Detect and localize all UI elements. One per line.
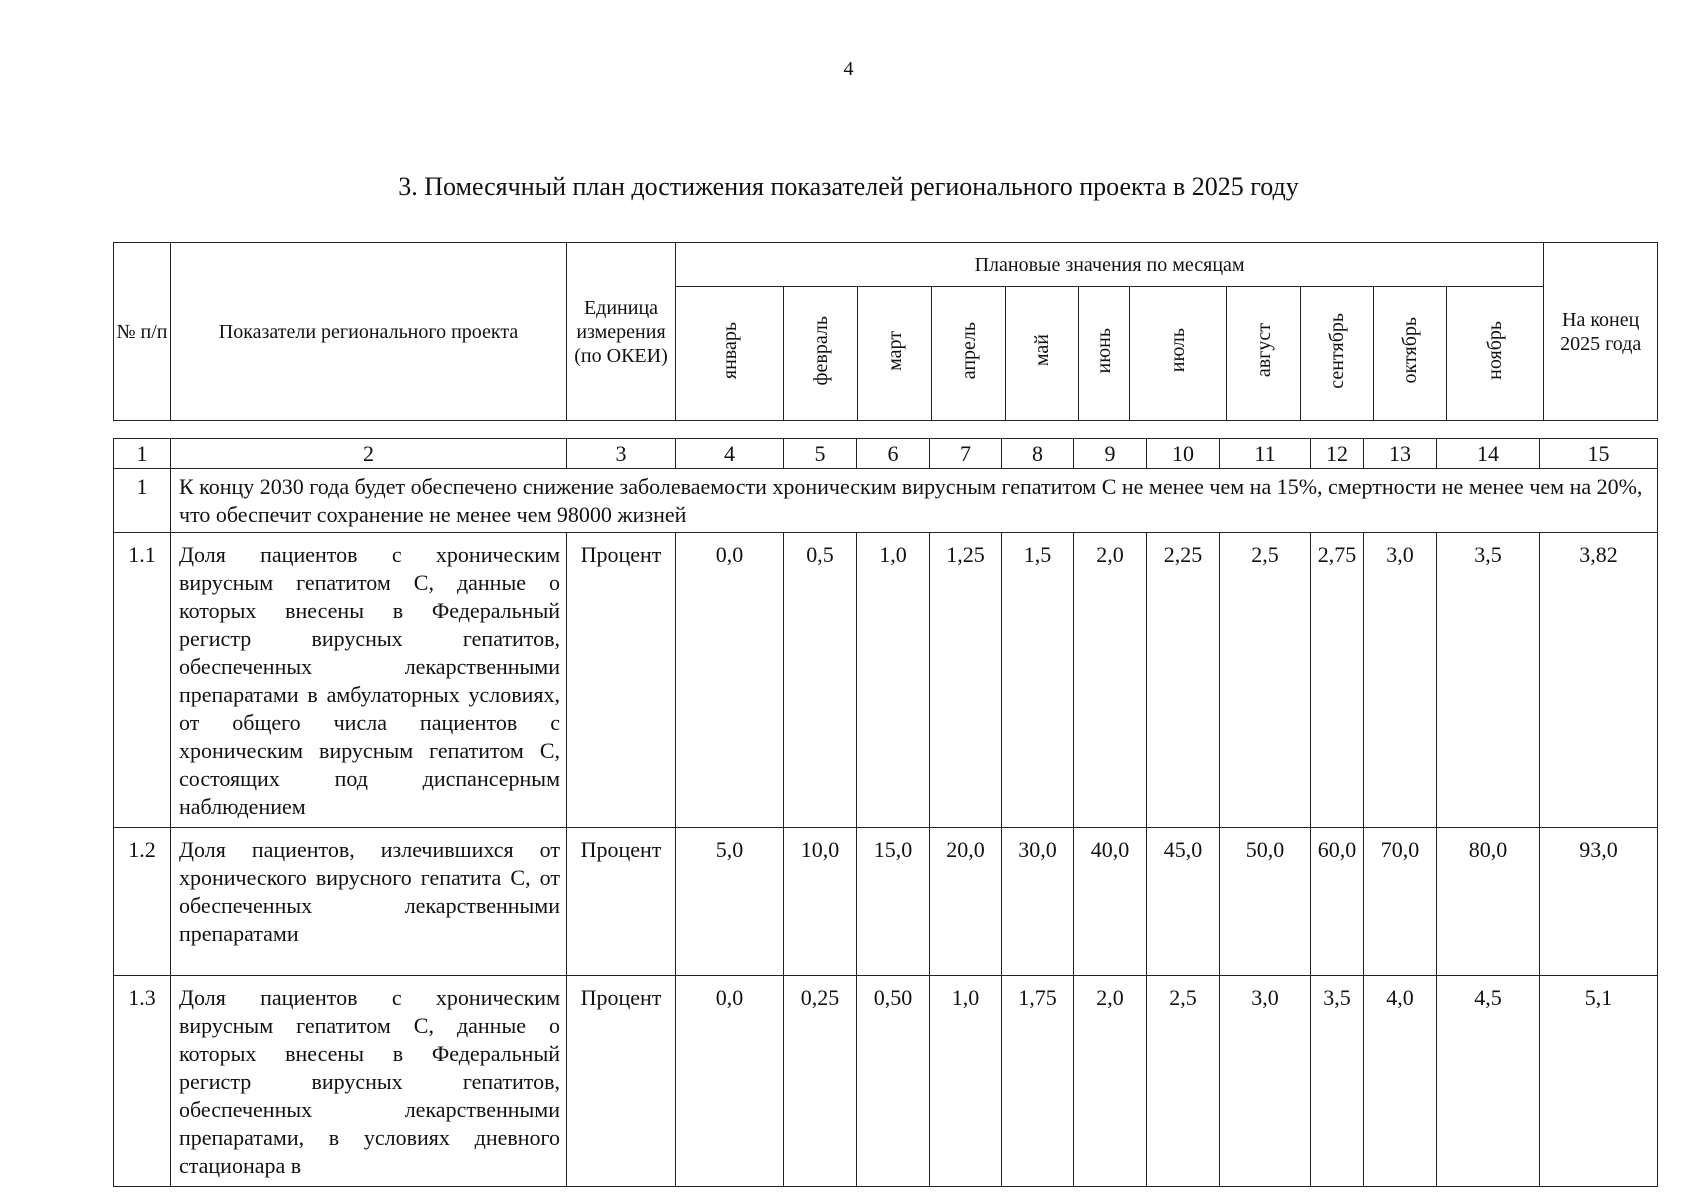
header-num: № п/п bbox=[114, 243, 171, 421]
row-value-nov: 4,5 bbox=[1437, 976, 1540, 1187]
column-number: 6 bbox=[857, 439, 930, 469]
row-value-jul: 2,5 bbox=[1147, 976, 1220, 1187]
row-value-apr: 1,25 bbox=[930, 533, 1002, 828]
row-value-jan: 5,0 bbox=[676, 828, 784, 976]
goal-row bbox=[114, 469, 1658, 533]
row-value-oct: 70,0 bbox=[1364, 828, 1437, 976]
header-unit: Единица измерения (по ОКЕИ) bbox=[567, 243, 676, 421]
row-value-jun: 2,0 bbox=[1074, 533, 1147, 828]
row-value-jun: 40,0 bbox=[1074, 828, 1147, 976]
row-value-may: 1,5 bbox=[1002, 533, 1074, 828]
row-value-sep: 2,75 bbox=[1311, 533, 1364, 828]
column-number: 7 bbox=[930, 439, 1002, 469]
header-table bbox=[113, 242, 1658, 421]
header-indicator: Показатели регионального проекта bbox=[171, 243, 567, 421]
header-month-sep: сентябрь bbox=[1301, 287, 1374, 421]
column-number: 9 bbox=[1074, 439, 1147, 469]
table-row bbox=[114, 976, 1658, 1187]
row-value-sep: 60,0 bbox=[1311, 828, 1364, 976]
data-table bbox=[113, 438, 1658, 1187]
row-value-mar: 0,50 bbox=[857, 976, 930, 1187]
column-number: 5 bbox=[784, 439, 857, 469]
column-number: 12 bbox=[1311, 439, 1364, 469]
row-value-jul: 2,25 bbox=[1147, 533, 1220, 828]
header-month-jan: январь bbox=[676, 287, 784, 421]
column-number: 14 bbox=[1437, 439, 1540, 469]
column-number: 4 bbox=[676, 439, 784, 469]
header-month-may: май bbox=[1006, 287, 1079, 421]
column-number: 8 bbox=[1002, 439, 1074, 469]
row-value-feb: 0,25 bbox=[784, 976, 857, 1187]
table-row bbox=[114, 828, 1658, 976]
row-value-mar: 1,0 bbox=[857, 533, 930, 828]
row-unit: Процент bbox=[567, 533, 676, 828]
header-monthly-group: Плановые значения по месяцам bbox=[676, 243, 1544, 287]
row-value-may: 1,75 bbox=[1002, 976, 1074, 1187]
row-value-aug: 50,0 bbox=[1220, 828, 1311, 976]
row-value-jul: 45,0 bbox=[1147, 828, 1220, 976]
header-month-mar: март bbox=[858, 287, 932, 421]
row-unit: Процент bbox=[567, 976, 676, 1187]
header-month-apr: апрель bbox=[932, 287, 1006, 421]
row-value-nov: 80,0 bbox=[1437, 828, 1540, 976]
header-month-feb: февраль bbox=[784, 287, 858, 421]
row-value-sep: 3,5 bbox=[1311, 976, 1364, 1187]
row-year-end: 93,0 bbox=[1540, 828, 1658, 976]
row-value-aug: 2,5 bbox=[1220, 533, 1311, 828]
column-number: 11 bbox=[1220, 439, 1311, 469]
column-number: 1 bbox=[114, 439, 171, 469]
page-title: 3. Помесячный план достижения показателей регионального проекта в 2025 году bbox=[398, 172, 1299, 201]
column-number: 10 bbox=[1147, 439, 1220, 469]
row-indicator: Доля пациентов с хроническим вирусным гепатитом С, данные о которых внесены в Федеральный регистр вирусных гепатитов, обеспеченных лекарственными препаратами, в условиях дневного стационара в bbox=[171, 976, 567, 1187]
header-month-jul: июль bbox=[1130, 287, 1227, 421]
header-month-oct: октябрь bbox=[1374, 287, 1447, 421]
row-indicator: Доля пациентов, излечившихся от хронического вирусного гепатита С, от обеспеченных лекарственными препаратами bbox=[171, 828, 567, 976]
row-value-aug: 3,0 bbox=[1220, 976, 1311, 1187]
row-year-end: 5,1 bbox=[1540, 976, 1658, 1187]
header-month-nov: ноябрь bbox=[1447, 287, 1544, 421]
row-value-feb: 10,0 bbox=[784, 828, 857, 976]
row-value-oct: 4,0 bbox=[1364, 976, 1437, 1187]
row-value-jan: 0,0 bbox=[676, 533, 784, 828]
row-num: 1.2 bbox=[114, 828, 171, 976]
header-year-end: На конец 2025 года bbox=[1544, 243, 1658, 421]
goal-num: 1 bbox=[114, 469, 171, 533]
row-value-nov: 3,5 bbox=[1437, 533, 1540, 828]
header-month-jun: июнь bbox=[1079, 287, 1130, 421]
column-number: 2 bbox=[171, 439, 567, 469]
row-value-jan: 0,0 bbox=[676, 976, 784, 1187]
row-indicator: Доля пациентов с хроническим вирусным гепатитом С, данные о которых внесены в Федеральный регистр вирусных гепатитов, обеспеченных лекарственными препаратами в амбулаторных условиях, от общего числа пациентов с хроническим вирусным гепатитом С, состоящих под диспансерным наблюдением bbox=[171, 533, 567, 828]
row-value-jun: 2,0 bbox=[1074, 976, 1147, 1187]
column-number: 3 bbox=[567, 439, 676, 469]
row-value-oct: 3,0 bbox=[1364, 533, 1437, 828]
row-num: 1.3 bbox=[114, 976, 171, 1187]
page-number: 4 bbox=[843, 58, 854, 80]
row-num: 1.1 bbox=[114, 533, 171, 828]
column-number: 15 bbox=[1540, 439, 1658, 469]
row-year-end: 3,82 bbox=[1540, 533, 1658, 828]
row-value-may: 30,0 bbox=[1002, 828, 1074, 976]
column-numbers-row bbox=[114, 439, 1658, 469]
row-unit: Процент bbox=[567, 828, 676, 976]
row-value-mar: 15,0 bbox=[857, 828, 930, 976]
header-month-aug: август bbox=[1227, 287, 1301, 421]
goal-text: К концу 2030 года будет обеспечено снижение заболеваемости хроническим вирусным гепатитом С не менее чем на 15%, смертности не менее чем на 20%, что обеспечит сохранение не менее чем 98000 жизней bbox=[171, 469, 1658, 533]
row-value-apr: 1,0 bbox=[930, 976, 1002, 1187]
table-row bbox=[114, 533, 1658, 828]
row-value-feb: 0,5 bbox=[784, 533, 857, 828]
row-value-apr: 20,0 bbox=[930, 828, 1002, 976]
column-number: 13 bbox=[1364, 439, 1437, 469]
